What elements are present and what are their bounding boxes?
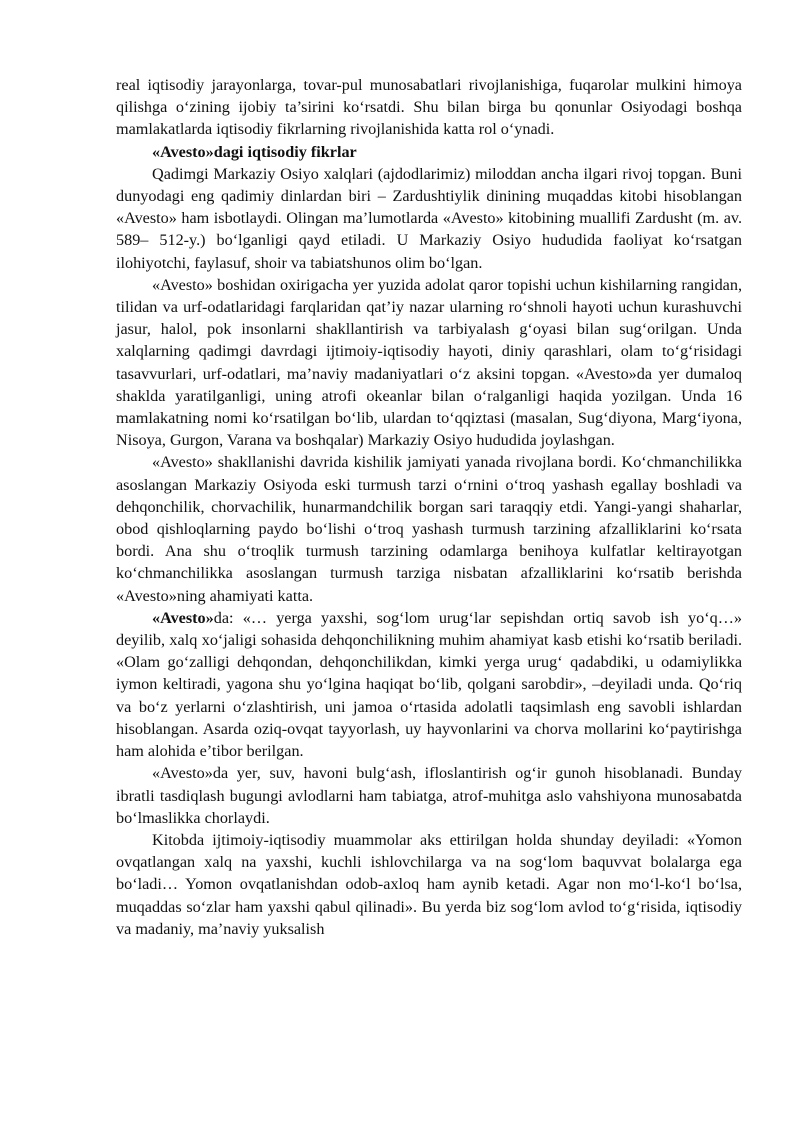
- paragraph-justice: «Avesto» boshidan oxirigacha yer yuzida adolat qaror topishi uchun kishilarning rangidan, tilidan va urf-odatlaridagi farqlaridan qat’iy nazar ularning ro‘shnoli hayoti uchun kurashuvchi jasur, halol, pok insonlarni shakllantirish va tarbiyalash g‘oyasi bilan sug‘orilgan. Unda xalqlarning qadimgi davrdagi ijtimoiy-iqtisodiy hayoti, diniy qarashlari, olam to‘g‘risidagi tasavvurlari, urf-odatlari, ma’naviy madaniyatlari o‘z aksini topgan. «Avesto»da yer dumaloq shaklda yaratilganligi, uning atrofi okeanlar bilan o‘ralganligi haqida yozilgan. Unda 16 mamlakatning nomi ko‘rsatilgan bo‘lib, ulardan to‘qqiztasi (masalan, Sug‘diyona, Marg‘iyona, Nisoya, Gurgon, Varana va boshqalar) Markaziy Osiyo hududida joylashgan.: [116, 275, 742, 450]
- section-heading: «Avesto»dagi iqtisodiy fikrlar: [152, 142, 357, 161]
- paragraph-environment: «Avesto»da yer, suv, havoni bulg‘ash, ifloslantirish og‘ir gunoh hisoblanadi. Bunday ibratli tasdiqlash bugungi avlodlarni ham tabiatga, atrof-muhitga aslo vahshiyona munosabatda bo‘lmaslikka chorlaydi.: [116, 764, 742, 827]
- paragraph-settled-life: «Avesto» shakllanishi davrida kishilik jamiyati yanada rivojlana bordi. Ko‘chmanchilikka asoslangan Markaziy Osiyoda eski turmush tarzi o‘rnini o‘troq yashash egallay boshladi va dehqonchilik, chorvachilik, hunarmandchilik borgan sari taraqqiy etdi. Yangi-yangi shaharlar, obod qishloqlarning paydo bo‘lishi o‘troq yashash turmush tarzining afzalliklarini ko‘rsata bordi. Ana shu o‘troqlik turmush tarzining odamlarga benihoya kulfatlar keltirayotgan ko‘chmanchilikka asoslangan turmush tarziga nisbatan afzalliklarini ko‘rsatib berishda «Avesto»ning ahamiyati katta.: [116, 453, 742, 605]
- continuation-paragraph: real iqtisodiy jarayonlarga, tovar-pul munosabatlari rivojlanishiga, fuqarolar mulkini himoya qilishga o‘zining ijobiy ta’sirini ko‘rsatdi. Shu bilan birga bu qonunlar Osiyodagi boshqa mamlakatlarda iqtisodiy fikrlarning rivojlanishida katta rol o‘ynadi.: [116, 76, 742, 139]
- document-page: [116, 74, 742, 940]
- paragraph-origins: Qadimgi Markaziy Osiyo xalqlari (ajdodlarimiz) miloddan ancha ilgari rivoj topgan. Buni dunyodagi eng qadimiy dinlardan biri – Zardushtiylik dinining muqaddas kitobi hisoblangan «Avesto» ham isbotlaydi. Olingan ma’lumotlarda «Avesto» kitobining muallifi Zardusht (m. av. 589– 512-y.) bo‘lganligi qayd etiladi. U Markaziy Osiyo hududida faoliyat ko‘rsatgan ilohiyotchi, faylasuf, shoir va tabiatshunos olim bo‘lgan.: [116, 164, 742, 272]
- paragraph-agriculture-text: da: «… yerga yaxshi, sog‘lom urug‘lar sepishdan ortiq savob ish yo‘q…» deyilib, xalq xo‘jaligi sohasida dehqonchilikning muhim ahamiyat kasb etishi ko‘rsatib beriladi. «Olam go‘zalligi dehqondan, dehqonchilikdan, kimki yerga urug‘ qadabdiki, u odamiylikka iymon keltiradi, yagona shu yo‘lgina haqiqat bo‘lib, qolgani sarobdir», –deyiladi unda. Qo‘riq va bo‘z yerlarni o‘zlashtirish, uni jamoa o‘rtasida adolatli taqsimlash eng savobli ishlardan hisoblangan. Asarda oziq-ovqat tayyorlash, uy hayvonlarini va chorva mollarini ko‘paytirishga ham alohida e’tibor berilgan.: [116, 608, 742, 761]
- paragraph-nutrition: Kitobda ijtimoiy-iqtisodiy muammolar aks ettirilgan holda shunday deyiladi: «Yomon ovqatlangan xalq na yaxshi, kuchli ishlovchilarga va na sog‘lom baquvvat bolalarga ega bo‘ladi… Yomon ovqatlanishdan odob-axloq ham aynib ketadi. Agar non mo‘l-ko‘l bo‘lsa, muqaddas so‘zlar ham yaxshi qabul qilinadi». Bu yerda biz sog‘lom avlod to‘g‘risida, iqtisodiy va madaniy, ma’naviy yuksalish: [116, 830, 742, 938]
- avesto-bold-term: «Avesto»: [152, 608, 214, 627]
- paragraph-agriculture: [116, 607, 742, 762]
